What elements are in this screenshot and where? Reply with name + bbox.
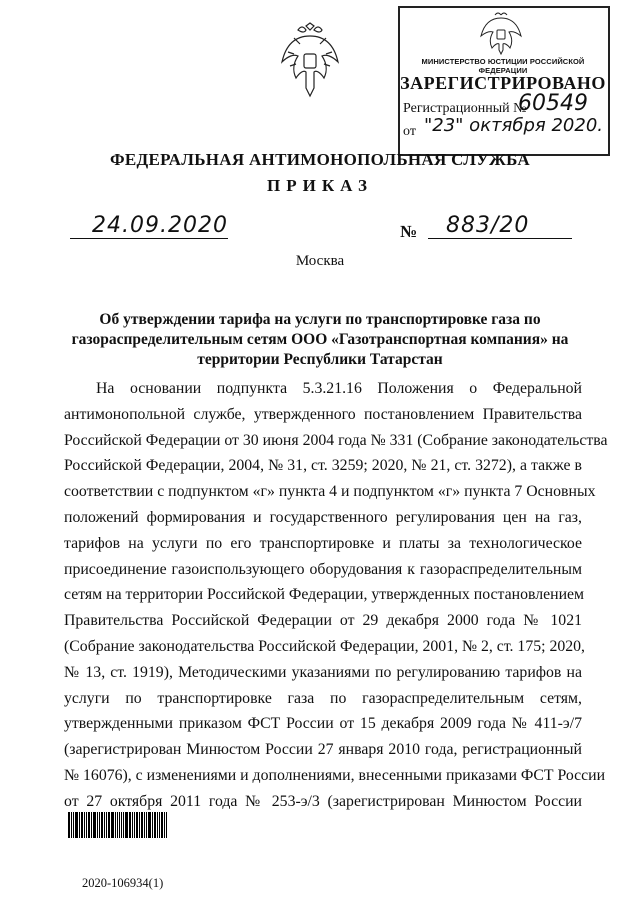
barcode-bar (132, 812, 133, 838)
coat-of-arms-icon (278, 22, 342, 100)
barcode-bar (166, 812, 167, 838)
body-line: сетям на территории Российской Федерации, утвержденных постановлением (64, 586, 585, 604)
order-date: 24.09.2020 (92, 213, 228, 238)
barcode-bar (144, 812, 145, 838)
body-line: присоединение газоиспользующего оборудования к газораспределительным (64, 560, 582, 578)
barcode-bar (119, 812, 121, 838)
barcode-bar (108, 812, 110, 838)
body-line: № 16076), с изменениями и дополнениями, внесенными приказами ФСТ России (64, 766, 606, 784)
barcode-bar (115, 812, 116, 838)
barcode-bar (68, 812, 70, 838)
stamp-registration-label: Регистрационный № (403, 101, 527, 116)
barcode-bar (75, 812, 78, 838)
body-line: утвержденными приказом ФСТ России от 15 декабря 2009 года № 411-э/7 (64, 715, 582, 733)
barcode-icon (68, 812, 168, 838)
heading-line: Об утверждении тарифа на услуги по транспортировке газа по (99, 311, 541, 328)
body-line: (зарегистрирован Минюстом России 27 января 2010 года, регистрационный (64, 741, 582, 759)
barcode-bar (73, 812, 74, 838)
number-underline (428, 238, 572, 239)
barcode-bar (152, 812, 153, 838)
body-line: положений формирования и государственного регулирования цен на газ, (64, 508, 582, 526)
barcode-bar (129, 812, 131, 838)
date-underline (70, 238, 228, 239)
body-line: тарифов на услуги по его транспортировке и платы за технологическое (64, 534, 582, 552)
heading-line: территории Республики Татарстан (197, 351, 443, 368)
barcode-bar (93, 812, 96, 838)
barcode-bar (97, 812, 98, 838)
body-line: № 13, ст. 1919), Методическими указаниями по регулированию тарифов на (64, 663, 582, 681)
barcode-bar (164, 812, 165, 838)
barcode-bar (84, 812, 85, 838)
stamp-registration-number: 60549 (518, 91, 588, 116)
agency-name: ФЕДЕРАЛЬНАЯ АНТИМОНОПОЛЬНАЯ СЛУЖБА (109, 150, 530, 169)
barcode-bar (154, 812, 156, 838)
document-code: 2020-106934(1) (82, 876, 164, 890)
barcode-bar (148, 812, 151, 838)
barcode-bar (104, 812, 105, 838)
barcode-bar (71, 812, 72, 838)
barcode-bar (125, 812, 128, 838)
number-label: № (400, 222, 418, 241)
stamp-date-handwritten: "23" октября 2020. (424, 115, 603, 136)
body-line: от 27 октября 2011 года № 253-э/3 (зарегистрирован Минюстом России (64, 792, 582, 810)
barcode-bar (159, 812, 160, 838)
body-line: Правительства Российской Федерации от 29 декабря 2000 года № 1021 (64, 612, 582, 630)
body-line: Российской Федерации, 2004, № 31, ст. 3259; 2020, № 21, ст. 3272), а также в (64, 457, 582, 475)
order-heading (60, 310, 580, 370)
barcode-bar (86, 812, 87, 838)
barcode-bar (157, 812, 158, 838)
body-line: На основании подпункта 5.3.21.16 Положения о Федеральной (96, 380, 582, 397)
barcode-bar (136, 812, 138, 838)
body-line: (Собрание законодательства Российской Федерации, 2001, № 2, ст. 175; 2020, (64, 637, 586, 655)
barcode-bar (111, 812, 114, 838)
barcode-bar (88, 812, 90, 838)
stamp-ministry-name: МИНИСТЕРСТВО ЮСТИЦИИ РОССИЙСКОЙ ФЕДЕРАЦИИ (421, 57, 585, 75)
order-number: 883/20 (446, 213, 530, 238)
barcode-bar (146, 812, 147, 838)
barcode-bar (81, 812, 83, 838)
barcode-bar (106, 812, 107, 838)
barcode-bar (123, 812, 124, 838)
order-title: ПРИКАЗ (267, 176, 373, 195)
barcode-bar (161, 812, 163, 838)
order-body (64, 376, 608, 815)
body-line: антимонопольной службе, утвержденного постановлением Правительства (64, 405, 582, 423)
barcode-bar (79, 812, 80, 838)
body-line: Российской Федерации от 30 июня 2004 года № 331 (Собрание законодательства (64, 431, 608, 449)
barcode-bar (117, 812, 118, 838)
body-line: соответствии с подпунктом «г» пункта 4 и подпунктом «г» пункта 7 Основных (64, 483, 596, 501)
barcode-bar (134, 812, 135, 838)
barcode-bar (101, 812, 103, 838)
stamp-registered-label: ЗАРЕГИСТРИРОВАНО (400, 73, 606, 93)
barcode-bar (141, 812, 143, 838)
city: Москва (295, 253, 345, 269)
stamp-coat-of-arms-icon (478, 10, 524, 56)
stamp-date-label: от (403, 124, 416, 139)
barcode-bar (91, 812, 92, 838)
barcode-bar (121, 812, 122, 838)
body-line: услуги по транспортировке газа по газораспределительным сетям, (64, 689, 582, 707)
heading-line: газораспределительным сетям ООО «Газотранспортная компания» на (71, 331, 569, 348)
barcode-bar (99, 812, 100, 838)
barcode-bar (139, 812, 140, 838)
